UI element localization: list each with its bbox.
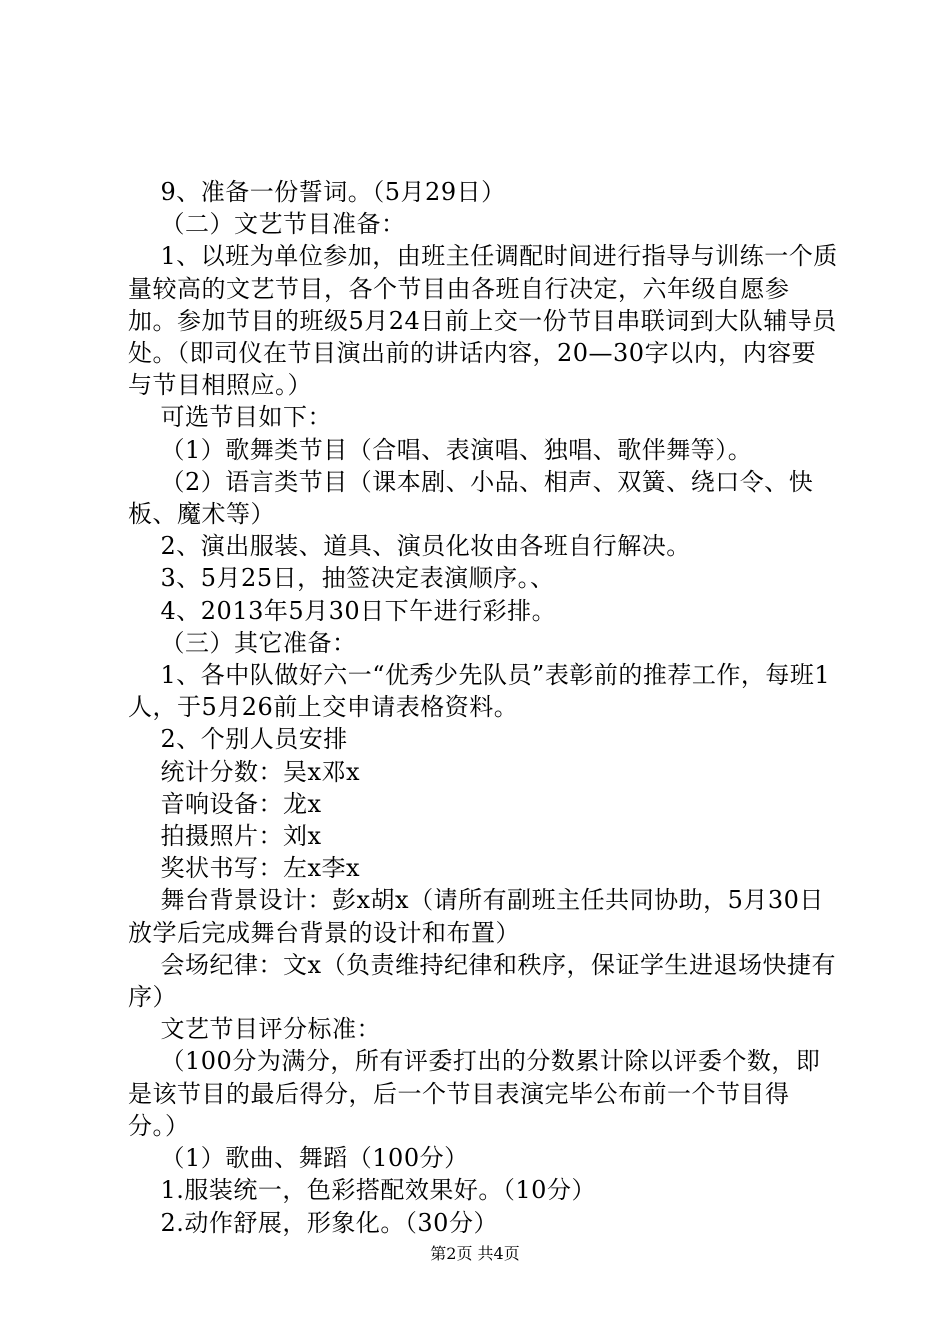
paragraph-costume-score: 1.服装统一，色彩搭配效果好。（10分） <box>128 1176 596 1205</box>
paragraph-score-counting: 统计分数：吴x邓x <box>128 757 361 786</box>
paragraph-oath: 9、准备一份誓词。（5月29日） <box>128 178 506 206</box>
paragraph-recommendation: 1、各中队做好六一“优秀少先队员”表彰前的推荐工作，每班1人，于5月26前上交申请表格资料。 <box>128 661 831 722</box>
paragraph-movement-score: 2.动作舒展，形象化。（30分） <box>128 1208 498 1237</box>
paragraph-class-participation: 1、以班为单位参加，由班主任调配时间进行指导与训练一个质量较高的文艺节目，各个节目由各班自行决定，六年级自愿参加。参加节目的班级5月24日前上交一份节目串联词到大队辅导员处。（即司仪在节目演出前的讲话内容，20—30字以内，内容要与节目相照应。） <box>128 242 838 400</box>
paragraph-photography: 拍摄照片：刘x <box>128 822 322 851</box>
paragraph-stage-design: 舞台背景设计：彭x胡x（请所有副班主任共同协助，5月30日放学后完成舞台背景的设计和布置） <box>128 886 824 947</box>
paragraph-language-programs: （2）语言类节目（课本剧、小品、相声、双簧、绕口令、快板、魔术等） <box>128 467 814 529</box>
document-body <box>128 176 838 1239</box>
section-heading-other-prep: （三）其它准备： <box>128 628 357 657</box>
paragraph-draw-order: 3、5月25日，抽签决定表演顺序。、 <box>128 564 555 593</box>
paragraph-sound-equipment: 音响设备：龙x <box>128 789 322 818</box>
paragraph-staff-arrangement: 2、个别人员安排 <box>128 725 348 754</box>
section-heading-performance-prep: （二）文艺节目准备： <box>128 210 406 239</box>
paragraph-program-options-heading: 可选节目如下： <box>128 403 333 432</box>
paragraph-scoring-rules: （100分为满分，所有评委打出的分数累计除以评委个数，即是该节目的最后得分，后一个节目表演完毕公布前一个节目得分。） <box>128 1047 821 1140</box>
paragraph-rehearsal: 4、2013年5月30日下午进行彩排。 <box>128 596 557 625</box>
page-footer: 第2页 共4页 <box>430 1244 520 1263</box>
paragraph-certificate-writing: 奖状书写：左x李x <box>128 854 361 883</box>
paragraph-scoring-criteria-heading: 文艺节目评分标准： <box>128 1015 382 1044</box>
paragraph-costumes-props: 2、演出服装、道具、演员化妆由各班自行解决。 <box>128 532 691 561</box>
paragraph-venue-discipline: 会场纪律：文x（负责维持纪律和秩序，保证学生进退场快捷有序） <box>128 950 837 1012</box>
paragraph-song-dance-scoring: （1）歌曲、舞蹈（100分） <box>128 1144 469 1173</box>
paragraph-song-dance-programs: （1）歌舞类节目（合唱、表演唱、独唱、歌伴舞等）。 <box>128 435 753 464</box>
